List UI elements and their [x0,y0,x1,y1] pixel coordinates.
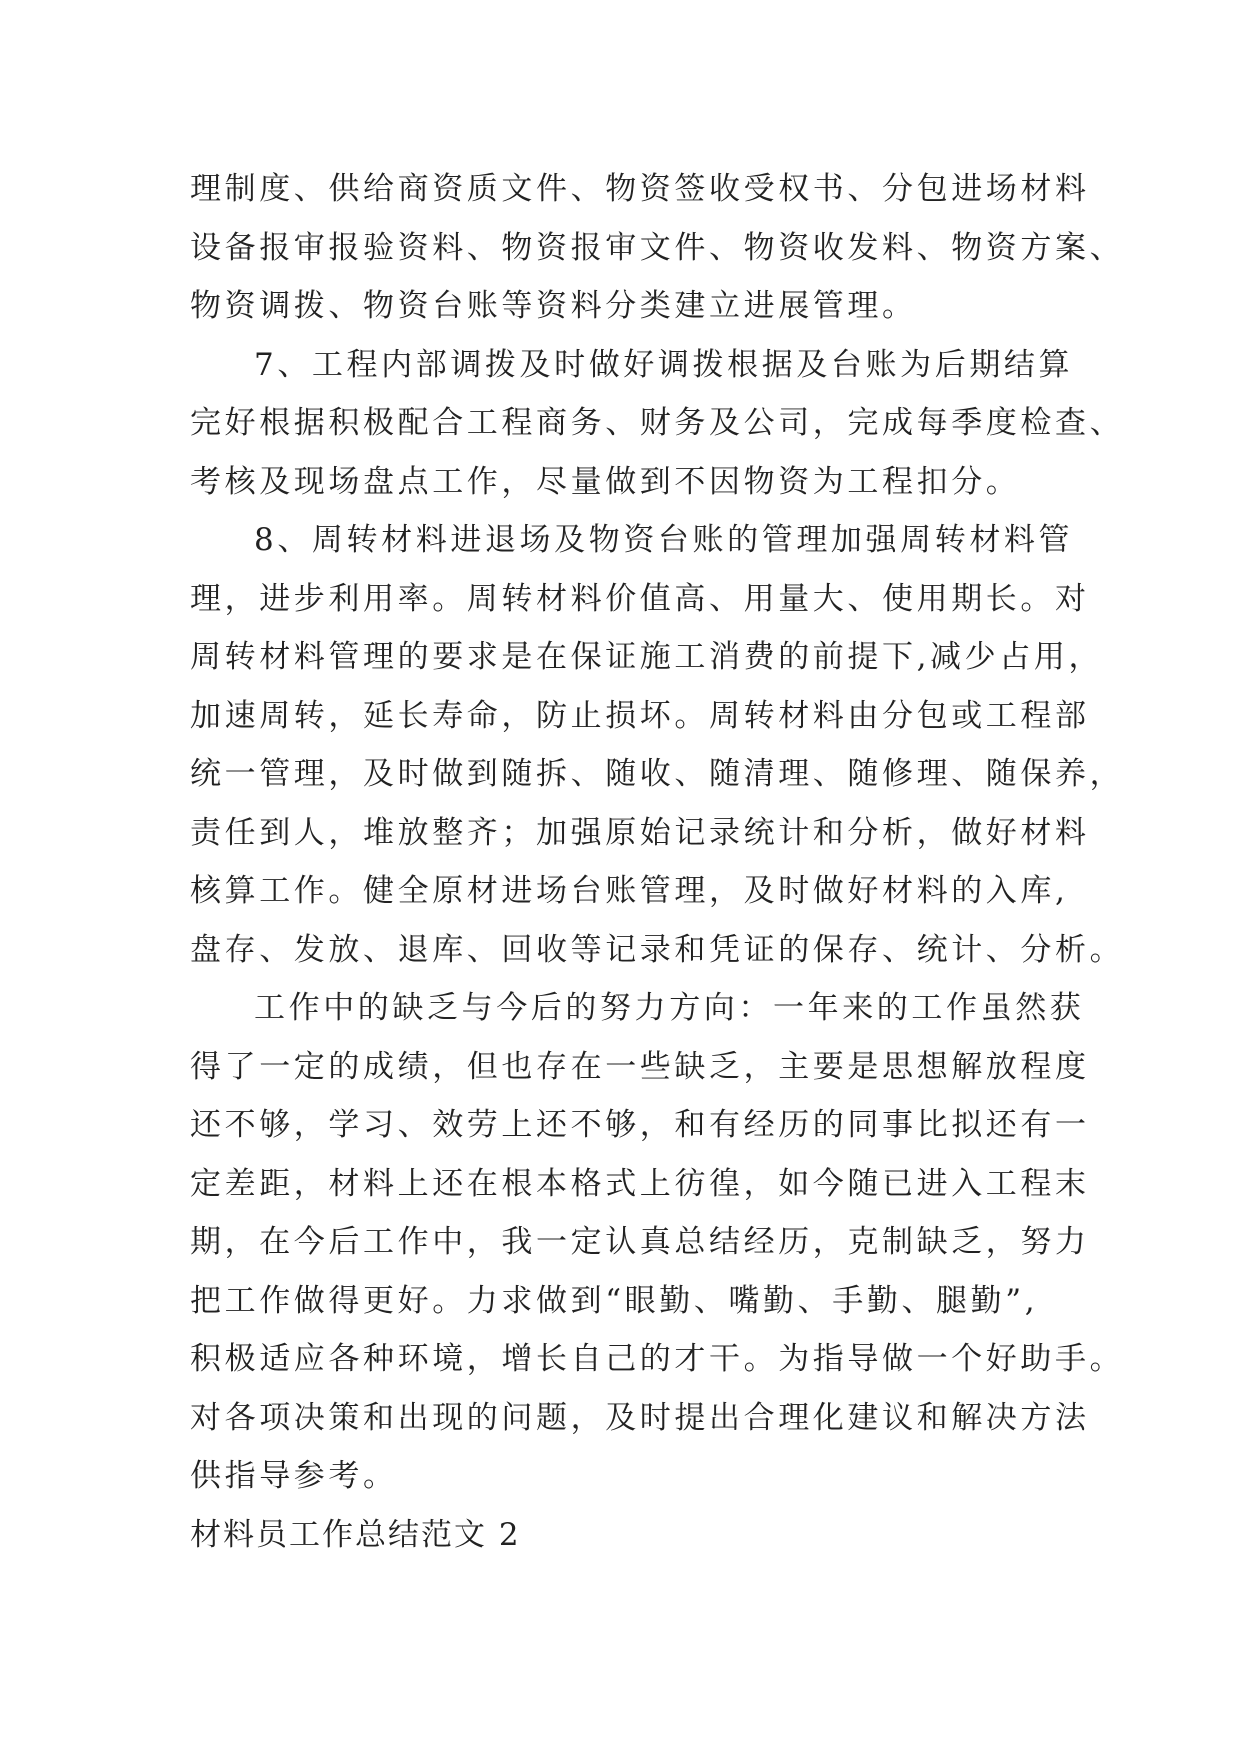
text-line: 对各项决策和出现的问题，及时提出合理化建议和解决方法 [190,1399,1090,1436]
text-line: 责任到人，堆放整齐；加强原始记录统计和分析，做好材料 [190,814,1090,851]
text-line: 期，在今后工作中，我一定认真总结经历，克制缺乏，努力 [190,1224,1090,1260]
text-line: 7、工程内部调拨及时做好调拨根据及台账为后期结算 [254,346,1074,383]
text-line: 物资调拨、物资台账等资料分类建立进展管理。 [190,288,917,324]
text-line: 还不够，学习、效劳上还不够，和有经历的同事比拟还有一 [190,1107,1090,1143]
text-line: 统一管理，及时做到随拆、随收、随清理、随修理、随保养， [190,756,1125,792]
document-body [190,160,1125,1564]
section-heading: 材料员工作总结范文 2 [190,1516,521,1553]
text-line: 设备报审报验资料、物资报审文件、物资收发料、物资方案、 [190,229,1125,266]
text-line: 供指导参考。 [190,1458,398,1494]
text-line: 积极适应各种环境，增长自己的才干。为指导做一个好助手。 [190,1341,1125,1377]
text-line: 定差距，材料上还在根本格式上彷徨，如今随已进入工程末 [190,1165,1090,1202]
text-line: 完好根据积极配合工程商务、财务及公司，完成每季度检查、 [190,405,1125,441]
text-line: 核算工作。健全原材进场台账管理，及时做好材料的入库, [190,873,1069,909]
text-line: 理，进步利用率。周转材料价值高、用量大、使用期长。对 [190,580,1090,617]
text-line: 盘存、发放、退库、回收等记录和凭证的保存、统计、分析。 [190,931,1125,968]
text-line: 8、周转材料进退场及物资台账的管理加强周转材料管 [254,522,1074,558]
text-line: 工作中的缺乏与今后的努力方向：一年来的工作虽然获 [254,990,1085,1026]
text-line: 周转材料管理的要求是在保证施工消费的前提下,减少占用， [190,639,1104,675]
text-line: 把工作做得更好。力求做到“眼勤、嘴勤、手勤、腿勤”, [190,1282,1039,1319]
text-line: 理制度、供给商资质文件、物资签收受权书、分包进场材料 [190,171,1090,207]
text-line: 加速周转，延长寿命，防止损坏。周转材料由分包或工程部 [190,697,1090,734]
text-line: 得了一定的成绩，但也存在一些缺乏，主要是思想解放程度 [190,1048,1090,1085]
text-line: 考核及现场盘点工作，尽量做到不因物资为工程扣分。 [190,463,1021,500]
